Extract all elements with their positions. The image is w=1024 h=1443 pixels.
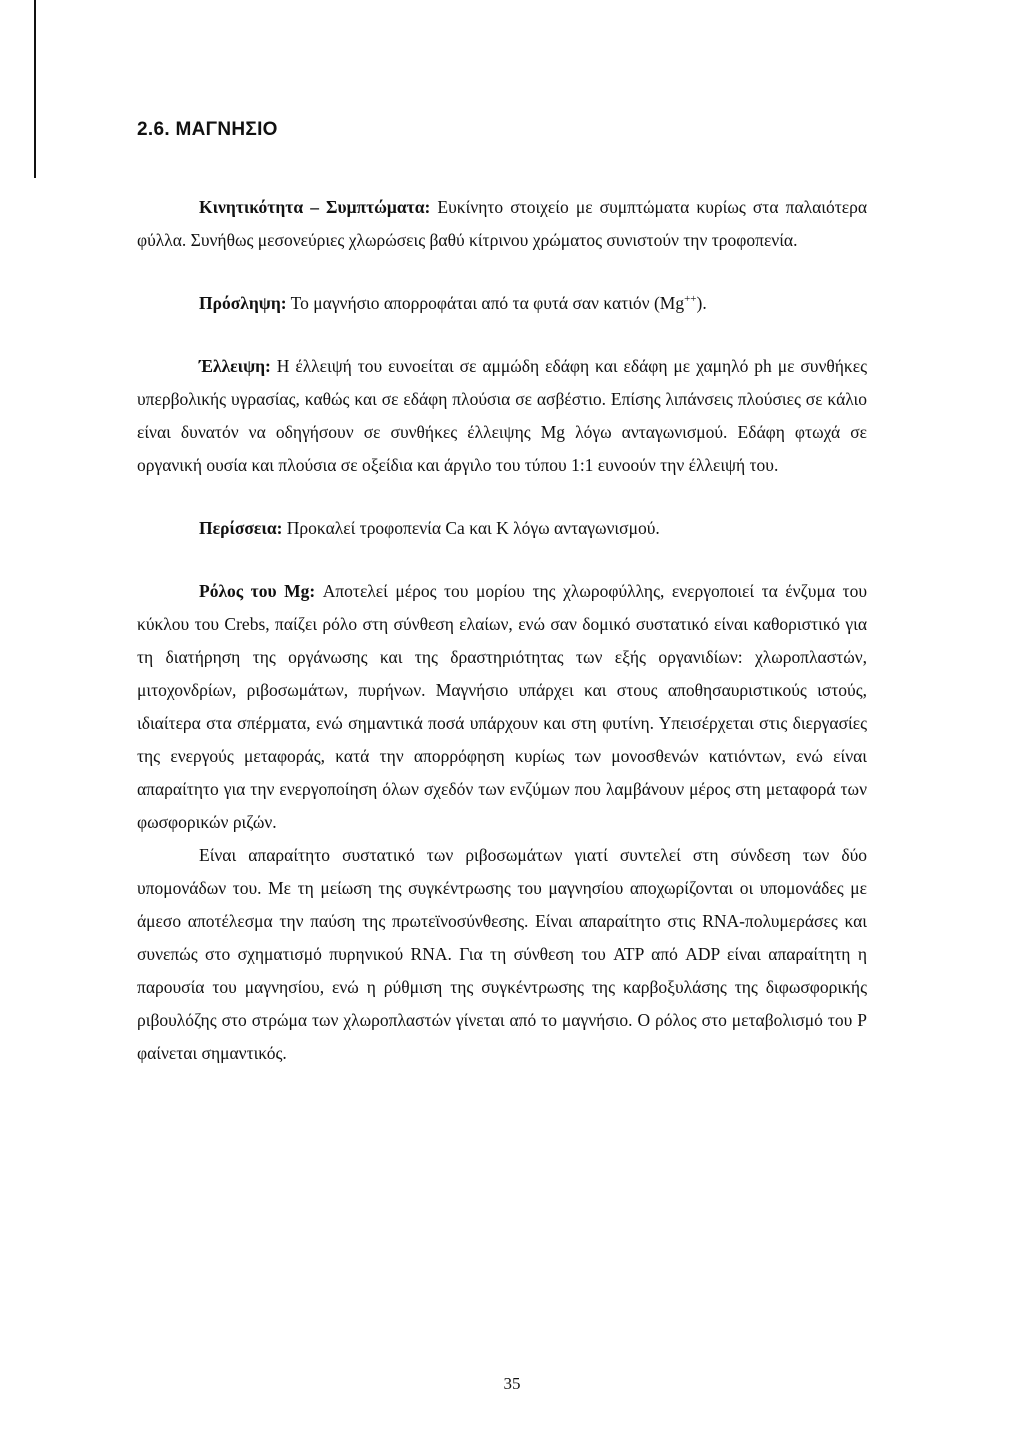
deficiency-label: Έλλειψη: [199, 356, 271, 376]
deficiency-paragraph [137, 350, 867, 482]
deficiency-text: Η έλλειψή του ευνοείται σε αμμώδη εδάφη και εδάφη με χαμηλό ph με συνθήκες υπερβολικής υγρασίας, καθώς και σε εδάφη πλούσια σε ασβέστιο. Επίσης λιπάνσεις πλούσιες σε κάλιο είναι δυνατόν να οδηγήσουν σε συνθήκες έλλειψης Mg λόγω ανταγωνισμού. Εδάφη φτωχά σε οργανική ουσία και πλούσια σε οξείδια και άργιλο του τύπου 1:1 ευνοούν την έλλειψή του. [137, 356, 867, 475]
page-number: 35 [503, 1374, 521, 1393]
excess-text: Προκαλεί τροφοπενία Ca και K λόγω ανταγωνισμού. [282, 518, 660, 538]
excess-paragraph [137, 512, 867, 545]
uptake-tail: ). [696, 293, 707, 313]
role-continued-paragraph: Είναι απαραίτητο συστατικό των ριβοσωμάτων γιατί συντελεί στη σύνδεση των δύο υπομονάδων του. Με τη μείωση της συγκέντρωσης του μαγνησίου αποχωρίζονται οι υπομονάδες με άμεσο αποτέλεσμα την παύση της πρωτεϊνοσύνθεσης. Είναι απαραίτητο στις RNA-πολυμεράσες και συνεπώς στο σχηματισμό πυρηνικού RNA. Για τη σύνθεση του ATP από ADP είναι απαραίτητη η παρουσία του μαγνησίου, ενώ η ρύθμιση της συγκέντρωσης της καρβοξυλάσης της διφωσφορικής ριβουλόζης στο στρώμα των χλωροπλαστών γίνεται από το μαγνήσιο. Ο ρόλος στο μεταβολισμό του P φαίνεται σημαντικός. [137, 845, 867, 1063]
mobility-paragraph [137, 191, 867, 257]
uptake-label: Πρόσληψη: [199, 293, 287, 313]
page-content [137, 115, 867, 1070]
role-label: Ρόλος του Mg: [199, 581, 316, 601]
uptake-superscript: ++ [684, 293, 697, 306]
margin-rule [34, 0, 36, 178]
uptake-paragraph [137, 287, 867, 320]
mobility-text: Ευκίνητο στοιχείο με συμπτώματα κυρίως στα παλαιότερα φύλλα. Συνήθως μεσονεύριες χλωρώσεις βαθύ κίτρινου χρώματος συνιστούν την τροφοπενία. [137, 197, 868, 250]
role-text: Αποτελεί μέρος του μορίου της χλωροφύλλης, ενεργοποιεί τα ένζυμα του κύκλου του Crebs, παίζει ρόλο στη σύνθεση ελαίων, ενώ σαν δομικό συστατικό είναι καθοριστικό για τη διατήρηση της οργάνωσης και της δραστηριότητας των εξής οργανιδίων: χλωροπλαστών, μιτοχονδρίων, ριβοσωμάτων, πυρήνων. Μαγνήσιο υπάρχει και στους αποθησαυριστικούς ιστούς, ιδιαίτερα στα σπέρματα, ενώ σημαντικά ποσά υπάρχουν και στη φυτίνη. Υπεισέρχεται στις διεργασίες της ενεργούς μεταφοράς, κατά την απορρόφηση κυρίως των μονοσθενών κατιόντων, ενώ είναι απαραίτητο για την ενεργοποίηση όλων σχεδόν των ενζύμων που λαμβάνουν μέρος στη μεταφορά των φωσφορικών ριζών. [137, 581, 867, 832]
role-paragraph [137, 575, 867, 839]
uptake-text: Το μαγνήσιο απορροφάται από τα φυτά σαν κατιόν (Mg [286, 293, 685, 313]
section-title: 2.6. ΜΑΓΝΗΣΙΟ [137, 119, 278, 140]
excess-label: Περίσσεια: [199, 518, 283, 538]
mobility-label: Κινητικότητα – Συμπτώματα: [199, 197, 431, 217]
